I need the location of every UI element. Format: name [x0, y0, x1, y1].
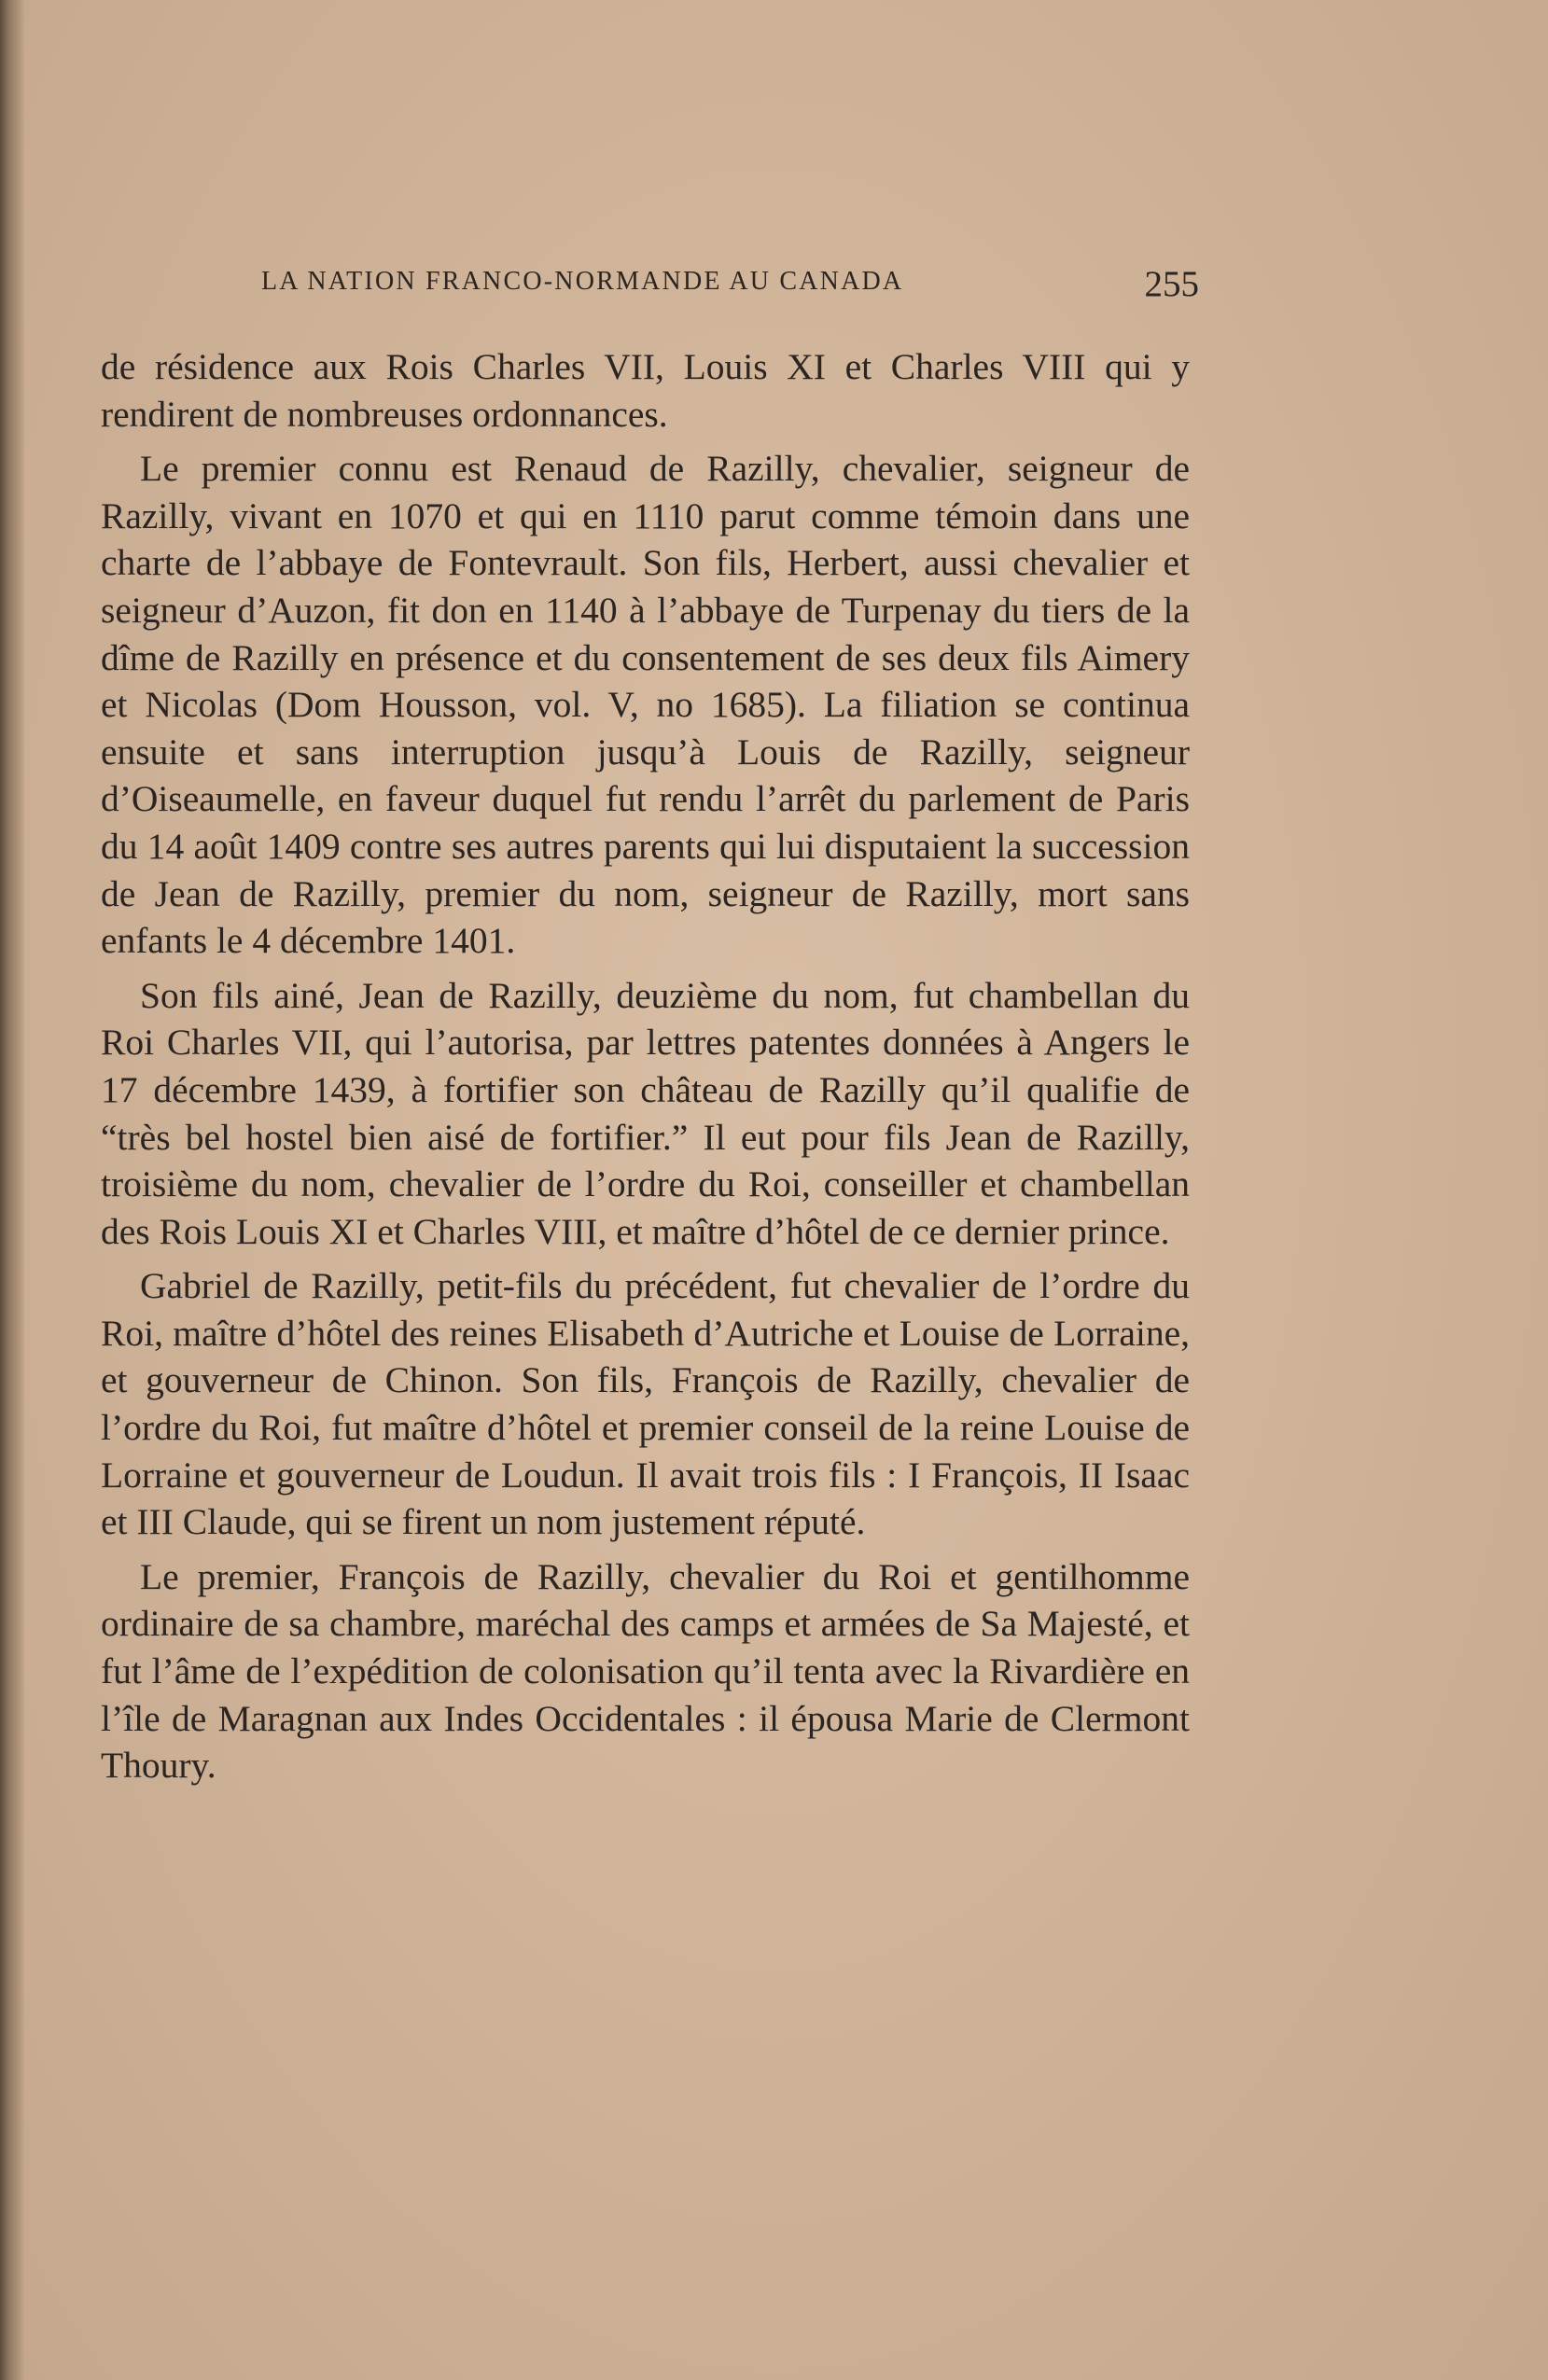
- paragraph-francois-de-razilly: Le premier, François de Razilly, chevalier du Roi et gentilhomme ordinaire de sa chambre, maréchal des camps et armées de Sa Majesté, et fut l’âme de l’expédition de colonisation qu’il tenta avec la Rivardière en l’île de Maragnan aux Indes Occidentales : il épousa Marie de Clermont Thoury.: [101, 1555, 1190, 1787]
- paragraph-jean-de-razilly: Son fils ainé, Jean de Razilly, deuzième du nom, fut chambellan du Roi Charles VII, qui l’autorisa, par lettres patentes données à Angers le 17 décembre 1439, à fortifier son château de Razilly qu’il qualifie de “très bel hostel bien aisé de fortifier.” Il eut pour fils Jean de Razilly, troisième du nom, chevalier de l’ordre du Roi, conseiller et chambellan des Rois Louis XI et Charles VIII, et maître d’hôtel de ce dernier prince.: [101, 974, 1190, 1252]
- paragraph-gabriel-de-razilly: Gabriel de Razilly, petit-fils du précédent, fut chevalier de l’ordre du Roi, maître d’hôtel des reines Elisabeth d’Autriche et Louise de Lorraine, et gouverneur de Chinon. Son fils, François de Razilly, chevalier de l’ordre du Roi, fut maître d’hôtel et premier conseil de la reine Louise de Lorraine et gouverneur de Loudun. Il avait trois fils : I François, II Isaac et III Claude, qui se firent un nom justement réputé.: [101, 1265, 1190, 1543]
- running-head: LA NATION FRANCO-NORMANDE AU CANADA: [261, 267, 904, 296]
- page-number: 255: [1144, 264, 1199, 304]
- paragraph-renaud-de-razilly: Le premier connu est Renaud de Razilly, chevalier, seigneur de Razilly, vivant en 1070 et qui en 1110 parut comme témoin dans une charte de l’abbaye de Fontevrault. Son fils, Herbert, aussi chevalier et seigneur d’Auzon, fit don en 1140 à l’abbaye de Turpenay du tiers de la dîme de Razilly en présence et du consentement de ses deux fils Aimery et Nicolas (Dom Housson, vol. V, no 1685). La filiation se continua ensuite et sans interruption jusqu’à Louis de Razilly, seigneur d’Oiseaumelle, en faveur duquel fut rendu l’arrêt du parlement de Paris du 14 août 1409 contre ses autres parents qui lui disputaient la succession de Jean de Razilly, premier du nom, seigneur de Razilly, mort sans enfants le 4 décembre 1401.: [101, 448, 1190, 962]
- body-text: [101, 343, 1190, 1789]
- binding-edge: [0, 0, 24, 2380]
- page-header: [261, 263, 1199, 310]
- paragraph-continuation: de résidence aux Rois Charles VII, Louis XI et Charles VIII qui y rendirent de nombreuses ordonnances.: [101, 346, 1190, 435]
